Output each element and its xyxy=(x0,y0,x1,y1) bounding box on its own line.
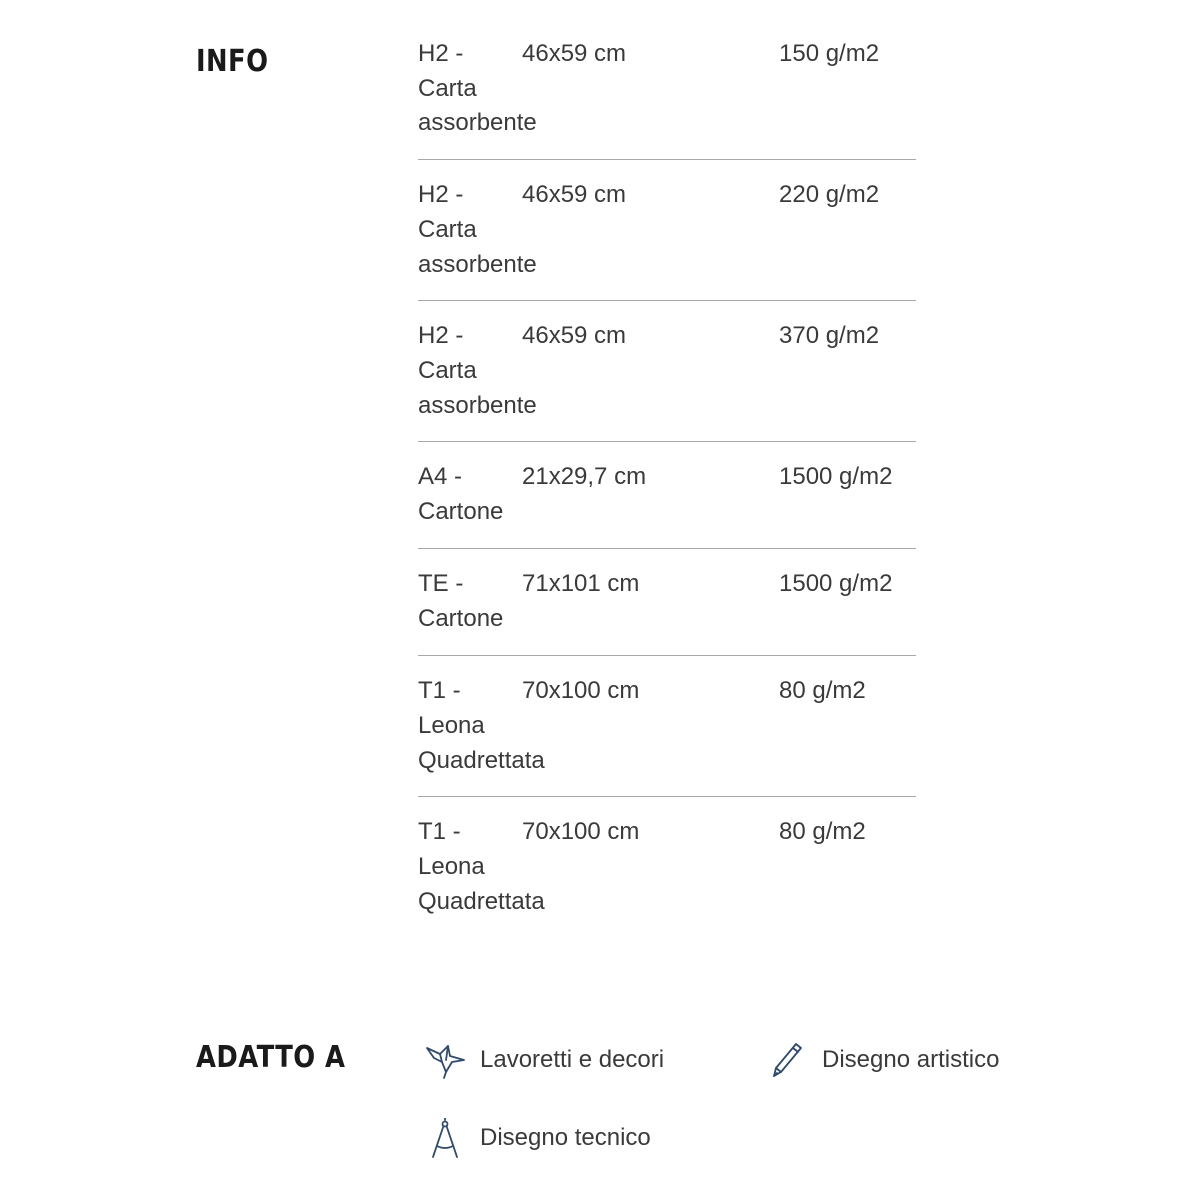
product-name: T1 - Leona Quadrettata xyxy=(418,818,545,915)
product-size: 70x100 cm xyxy=(522,677,640,705)
use-label: Disegno tecnico xyxy=(480,1124,651,1151)
table-row xyxy=(418,178,916,301)
product-weight: 150 g/m2 xyxy=(779,40,880,67)
use-label: Lavoretti e decori xyxy=(480,1046,665,1073)
use-label: Disegno artistico xyxy=(822,1046,1000,1073)
product-weight: 370 g/m2 xyxy=(779,322,880,350)
use-item-technical-drawing xyxy=(424,1118,651,1158)
table-row xyxy=(418,37,916,160)
product-size: 70x100 cm xyxy=(522,818,640,846)
table-row xyxy=(418,460,916,549)
product-size: 46x59 cm xyxy=(522,40,627,67)
use-item-crafts xyxy=(424,1040,664,1080)
use-item-artistic-drawing xyxy=(766,1040,999,1080)
product-size: 46x59 cm xyxy=(522,322,627,350)
product-weight: 80 g/m2 xyxy=(779,677,866,705)
product-name: A4 - Cartone xyxy=(418,463,504,526)
product-weight: 1500 g/m2 xyxy=(779,463,893,491)
product-size: 46x59 cm xyxy=(522,181,627,209)
compass-icon xyxy=(424,1118,466,1158)
table-row xyxy=(418,567,916,656)
table-row xyxy=(418,674,916,797)
table-row xyxy=(418,815,916,937)
product-size: 71x101 cm xyxy=(522,570,640,598)
product-name: T1 - Leona Quadrettata xyxy=(418,677,545,774)
info-heading: INFO xyxy=(196,44,269,79)
product-weight: 1500 g/m2 xyxy=(779,570,893,598)
product-size: 21x29,7 cm xyxy=(522,463,647,491)
product-weight: 220 g/m2 xyxy=(779,181,880,209)
paper-bird-icon xyxy=(424,1040,466,1080)
pencil-icon xyxy=(766,1040,808,1080)
product-name: TE - Cartone xyxy=(418,570,504,633)
table-row xyxy=(418,319,916,442)
product-name: H2 - Carta assorbente xyxy=(418,322,537,419)
info-table xyxy=(418,37,916,956)
adatto-heading: ADATTO A xyxy=(196,1040,346,1075)
product-weight: 80 g/m2 xyxy=(779,818,866,846)
product-name: H2 - Carta assorbente xyxy=(418,40,537,137)
product-name: H2 - Carta assorbente xyxy=(418,181,537,278)
